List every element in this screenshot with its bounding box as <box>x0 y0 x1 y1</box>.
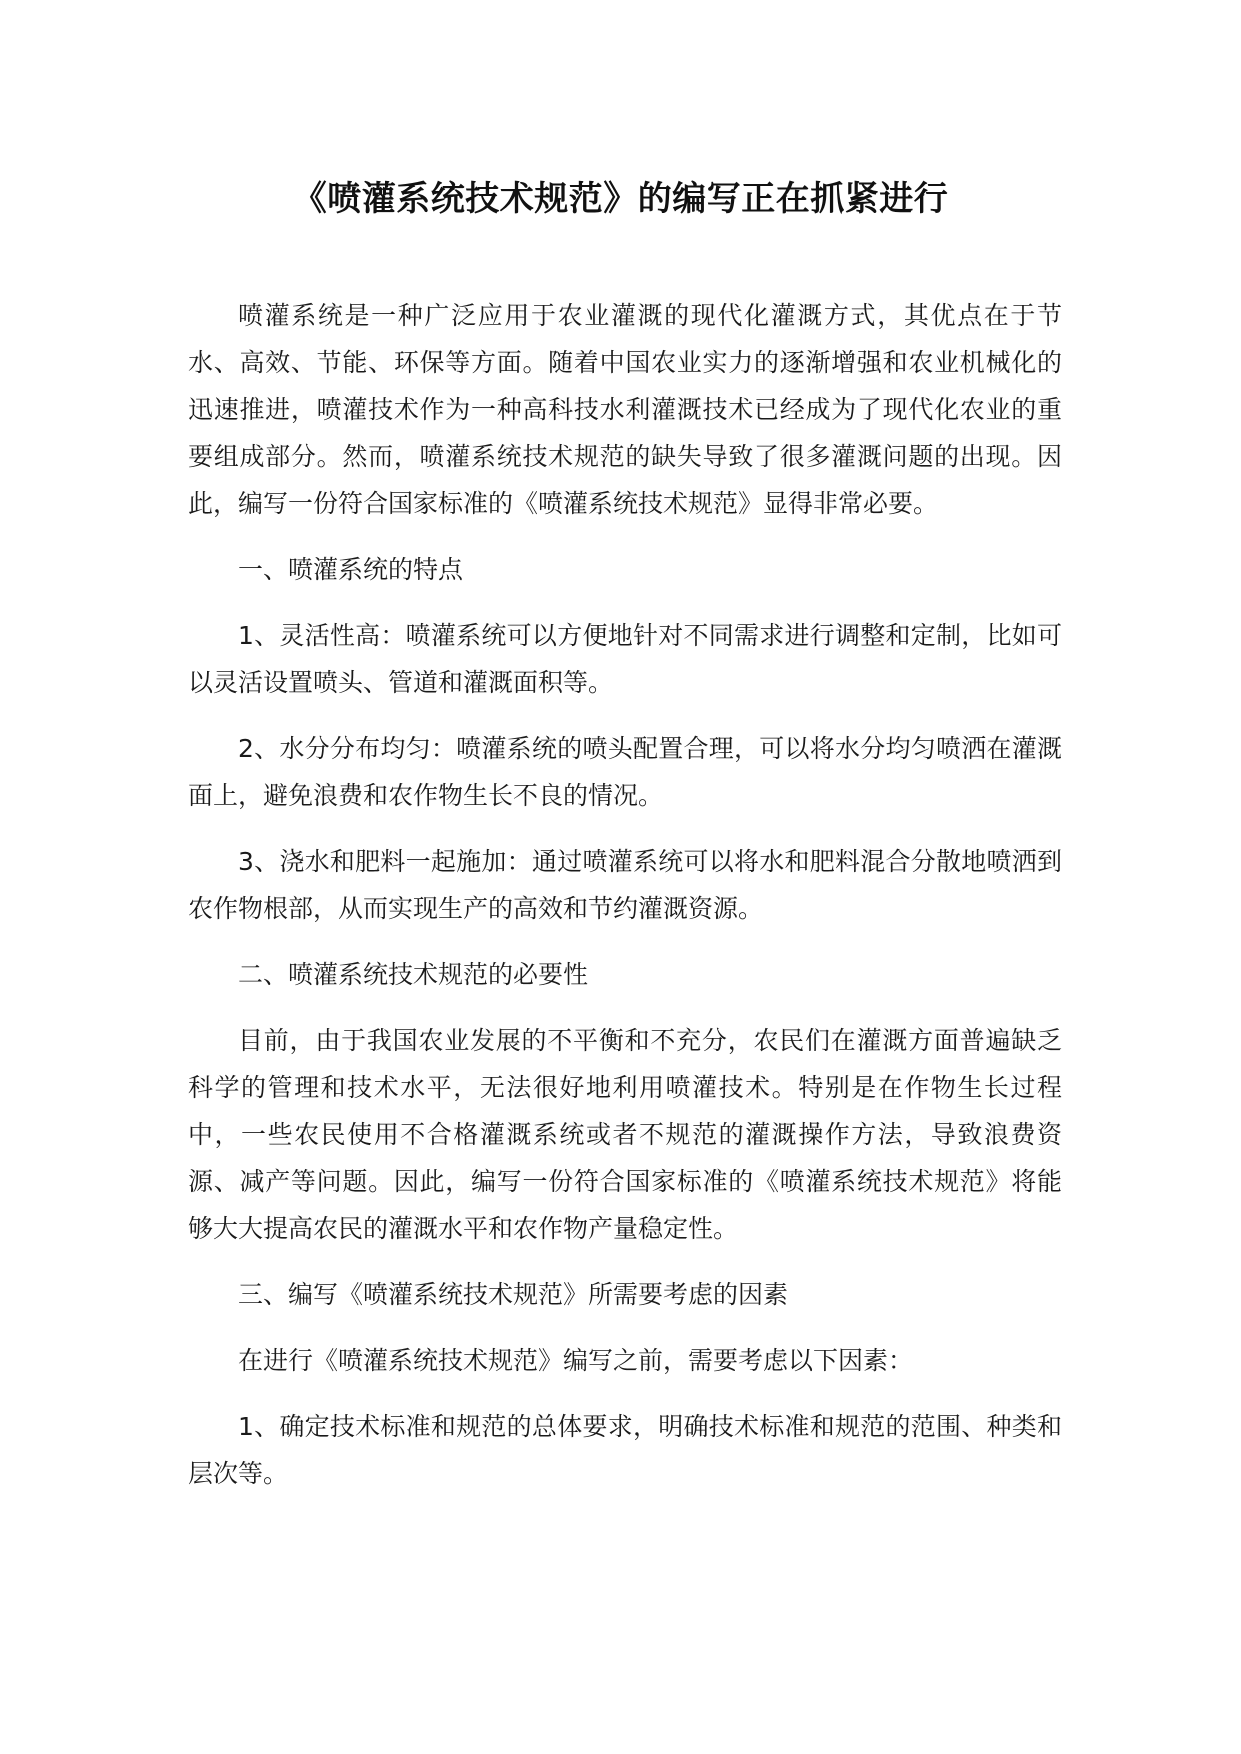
list-item: 1、灵活性高：喷灌系统可以方便地针对不同需求进行调整和定制，比如可以灵活设置喷头、管道和灌溉面积等。 <box>188 621 1062 697</box>
section-heading-1: 一、喷灌系统的特点 <box>238 555 464 584</box>
section-heading-3: 三、编写《喷灌系统技术规范》所需要考虑的因素 <box>238 1280 789 1309</box>
intro-paragraph: 喷灌系统是一种广泛应用于农业灌溉的现代化灌溉方式，其优点在于节水、高效、节能、环保等方面。随着中国农业实力的逐渐增强和农业机械化的迅速推进，喷灌技术作为一种高科技水利灌溉技术已经成为了现代化农业的重要组成部分。然而，喷灌系统技术规范的缺失导致了很多灌溉问题的出现。因此，编写一份符合国家标准的《喷灌系统技术规范》显得非常必要。 <box>188 301 1062 518</box>
necessity-paragraph: 目前，由于我国农业发展的不平衡和不充分，农民们在灌溉方面普遍缺乏科学的管理和技术水平，无法很好地利用喷灌技术。特别是在作物生长过程中，一些农民使用不合格灌溉系统或者不规范的灌溉操作方法，导致浪费资源、减产等问题。因此，编写一份符合国家标准的《喷灌系统技术规范》将能够大大提高农民的灌溉水平和农作物产量稳定性。 <box>188 1026 1062 1243</box>
factors-intro-paragraph: 在进行《喷灌系统技术规范》编写之前，需要考虑以下因素： <box>238 1346 914 1375</box>
list-item: 2、水分分布均匀：喷灌系统的喷头配置合理，可以将水分均匀喷洒在灌溉面上，避免浪费和农作物生长不良的情况。 <box>188 734 1062 810</box>
list-item: 3、浇水和肥料一起施加：通过喷灌系统可以将水和肥料混合分散地喷洒到农作物根部，从而实现生产的高效和节约灌溉资源。 <box>188 847 1062 923</box>
list-item: 1、确定技术标准和规范的总体要求，明确技术标准和规范的范围、种类和层次等。 <box>188 1412 1062 1488</box>
document-body <box>188 292 1062 1497</box>
document-title: 《喷灌系统技术规范》的编写正在抓紧进行 <box>292 179 949 219</box>
section-heading-2: 二、喷灌系统技术规范的必要性 <box>238 960 589 989</box>
